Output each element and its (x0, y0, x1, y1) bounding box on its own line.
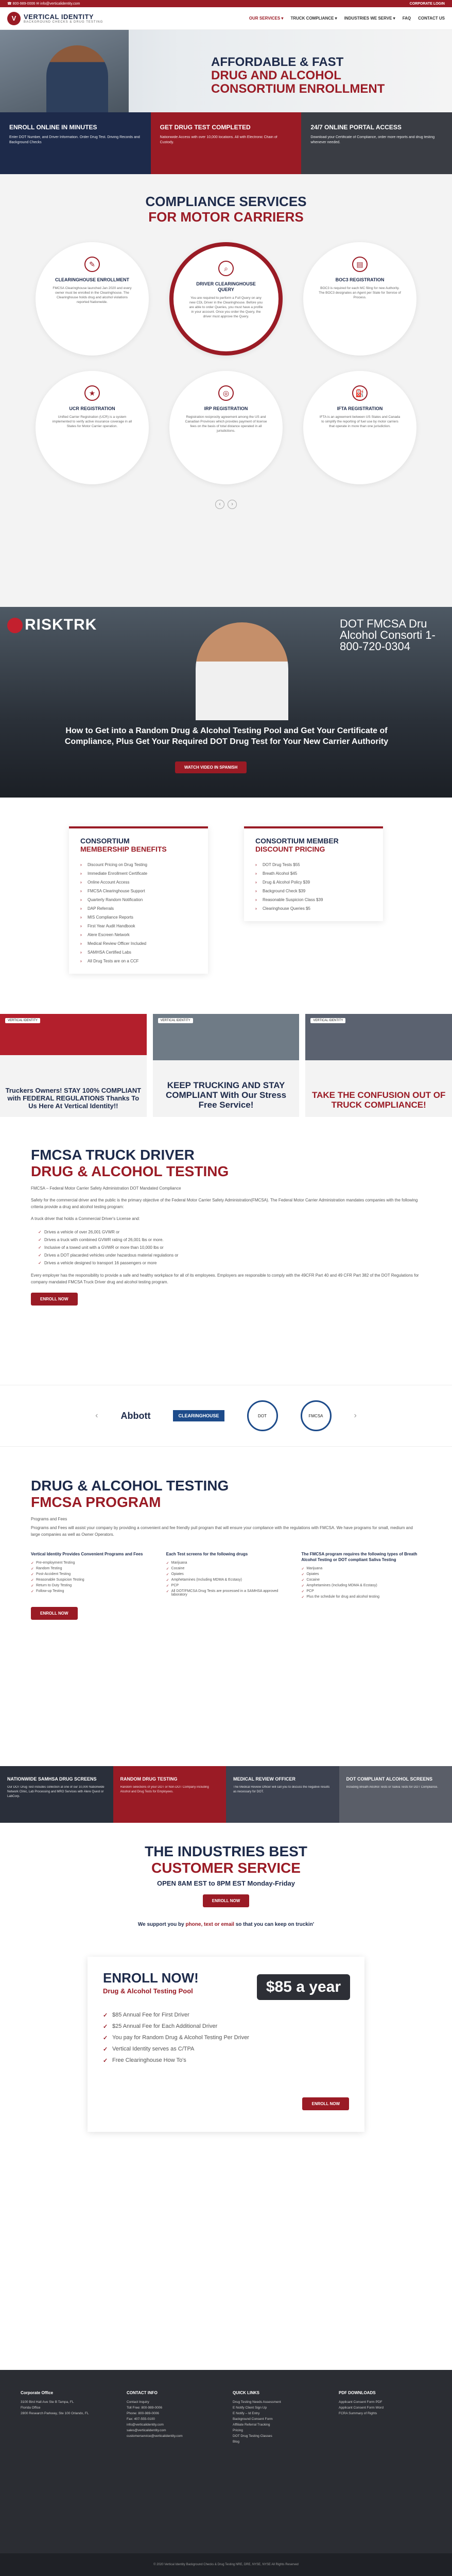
enroll-now-button[interactable]: ENROLL NOW (31, 1293, 78, 1306)
enroll-now-button[interactable]: ENROLL NOW (31, 1607, 78, 1620)
service-ifta[interactable]: ⛽ IFTA REGISTRATION IFTA is an agreement between US States and Canada to simplify the reporting of fuel use by motor carriers that operate in more than one jurisdiction. (303, 371, 416, 484)
list-item: › Breath Alcohol $45 (255, 869, 372, 878)
strip-mro[interactable]: MEDICAL REVIEW OFFICER The Medical Review Officer will call you to discuss the negative results as necessary for DOT. (226, 1766, 339, 1823)
list-item: › First Year Audit Handbook (80, 922, 197, 930)
discount-pricing-card: CONSORTIUM MEMBER DISCOUNT PRICING › DOT Drug Tests $55 › Breath Alcohol $45 › Drug & Alcohol Policy $39 › Background Check $39 › Reasonable Suspicion Class $39 › Clearinghouse Queries $5 (244, 826, 383, 921)
program-paragraph: Programs and Fees will assist your company by providing a convenient and fee friendly pull program that will ensure your compliance with the regulations with FMCSA. We have programs for small, medium and large companies as well as Owner Operators. (31, 1526, 413, 1537)
feature-enroll: ENROLL ONLINE IN MINUTES Enter DOT Number, and Driver Information. Order Drug Test. Driving Records and Background Checks (0, 112, 151, 174)
list-item: ✓ Inclusive of a towed unit with a GVWR or more than 10,000 lbs or (44, 1244, 421, 1251)
promo-banners (0, 1014, 452, 1117)
list-item: › DOT Drug Tests $55 (255, 860, 372, 869)
nav-contact[interactable]: CONTACT US (418, 16, 445, 21)
list-item: › Reasonable Suspicion Class $39 (255, 895, 372, 904)
footer (0, 2370, 452, 2576)
footer-quick-links: QUICK LINKS Drug Testing Needs Assessment E Notify Client Sign Up E Notify – Id Entry Background Consent Form Affiliate Referral Tracking Pricing DOT Drug Testing Classes Blog (233, 2391, 281, 2444)
list-item: › Drug & Alcohol Policy $39 (255, 878, 372, 887)
logo-subtitle: BACKGROUND CHECKS & DRUG TESTING (24, 21, 103, 24)
enroll-card (88, 1957, 364, 2132)
fmcsa-program (0, 1447, 452, 1766)
service-clearinghouse-enrollment[interactable]: ✎ CLEARINGHOUSE ENROLLMENT FMCSA Clearinghouse launched Jan 2020 and every owner must be enrolled in the Clearinghouse. The Clearinghouse holds drug and alcohol violations reported Nationwide. (36, 242, 149, 355)
list-item: › All Drug Tests are on a CCF (80, 957, 197, 965)
video-title: How to Get into a Random Drug & Alcohol Testing Pool and Get Your Certificate of Compliance, Plus Get Your Required DOT Drug Test for Your New Carrier Authority (64, 726, 389, 746)
strip-samhsa[interactable]: NATIONWIDE SAMHSA DRUG SCREENS Our DOT Drug Test includes collection at one of our 10,000 Nationwide Network Clinic, Lab Processing and MRO Services with Alere Quest or LabCorp. (0, 1766, 113, 1823)
hero-title: AFFORDABLE & FAST DRUG AND ALCOHOL CONSORTIUM ENROLLMENT (211, 55, 385, 96)
logo-mark-icon: V (7, 12, 21, 25)
promo-banner-keep-trucking[interactable]: VERTICAL IDENTITY KEEP TRUCKING AND STAY COMPLIANT With Our Stress Free Service! (153, 1014, 300, 1117)
list-item: › Alere Escreen Network (80, 930, 197, 939)
clearinghouse-logo: CLEARINGHOUSE (173, 1410, 224, 1421)
best-title: THE INDUSTRIES BEST CUSTOMER SERVICE (145, 1843, 307, 1876)
list-item: › MIS Compliance Reports (80, 913, 197, 922)
clipboard-icon: ✎ (84, 257, 100, 272)
footer-offices: Corporate Office 3100 Bird Hall Ave Ste B Tampa, FL Florida Office 2800 Research Parkway, Ste 100 Orlando, FL (21, 2391, 89, 2415)
compliance-services (0, 174, 452, 607)
list-item: ✓ You pay for Random Drug & Alcohol Testing Per Driver (103, 2032, 349, 2043)
truck-title: FMCSA TRUCK DRIVER DRUG & ALCOHOL TESTING (31, 1147, 229, 1179)
footer-contact: CONTACT INFO Contact Inquiry Toll Free: 800-989-0006 Phone: 800-989-0006 Fax: 407-555-0100 info@verticalidentity.com sales@verticalidentity.com customerservice@verticalidentity.com (127, 2391, 183, 2438)
service-clearinghouse-query[interactable]: ⌕ DRIVER CLEARINGHOUSE QUERY You are required to perform a Full Query on any new CDL Driver in the Clearinghouse. Before you are able to order Queries, you must have a profile in your account. Once you order the Query, the driver must approve the Query. (169, 242, 283, 355)
strip-alcohol[interactable]: DOT COMPLIANT ALCOHOL SCREENS Including Breath Alcohol Tests or Saliva Tests for DOT Compliance. (339, 1766, 452, 1823)
enroll-subtitle: Drug & Alcohol Testing Pool (103, 1987, 193, 1995)
list-item: ✓ Free Clearinghouse How To's (103, 2055, 349, 2066)
list-item: ✓ $25 Annual Fee for Each Additional Driver (103, 2021, 349, 2032)
list-item: ✓ Drives a DOT placarded vehicles under hazardous material regulations or (44, 1251, 421, 1259)
search-icon: ⌕ (218, 261, 234, 276)
customer-service (0, 1823, 452, 1957)
list-item: › SAMHSA Certified Labs (80, 948, 197, 957)
hero-driver-image (46, 45, 108, 112)
compliance-title: COMPLIANCE SERVICES FOR MOTOR CARRIERS (145, 194, 307, 225)
footer-downloads: PDF DOWNLOADS Applicant Consent Form PDF Applicant Consent Form Word FCRA Summary of Rights (339, 2391, 384, 2415)
list-item: › FMCSA Clearinghouse Support (80, 887, 197, 895)
office-hours: OPEN 8AM EST to 8PM EST Monday-Friday (157, 1879, 295, 1887)
carousel-next-button[interactable]: › (228, 500, 237, 509)
list-item: ✓ Vertical Identity serves as C/TPA (103, 2043, 349, 2055)
partners-next-icon[interactable]: › (354, 1411, 357, 1420)
enroll-title: ENROLL NOW! (103, 1970, 199, 1986)
partners-prev-icon[interactable]: ‹ (95, 1411, 98, 1420)
fuel-icon: ⛽ (352, 385, 368, 401)
list-item: ✓ $85 Annual Fee for First Driver (103, 2009, 349, 2021)
fmcsa-seal-logo: FMCSA (301, 1400, 332, 1431)
truck-paragraph: Every employer has the responsibility to provide a safe and healthy workplace for all of its employees. Employers are responsible to comply with the 49CFR Part 40 and 49 CFR Part 382 of the DOT Regulations for company mandated FMCSA Truck Driver drug and alcohol testing program. (31, 1273, 419, 1284)
service-irp[interactable]: ◎ IRP REGISTRATION Registration reciprocity agreement among the US and Canadian Provinces which provides payment of license fees on the basis of total distance operated in all jurisdictions. (169, 371, 283, 484)
membership-benefits-card: CONSORTIUM MEMBERSHIP BENEFITS › Discount Pricing on Drug Testing › Immediate Enrollment Certificate › Online Account Access › FMCSA Clearinghouse Support › Quarterly Random Notification › DAP Referrals › MIS Compliance Reports › First Year Audit Handbook › Alere Escreen Network › Medical Review Officer Included › SAMHSA Certified Labs › All Drug Tests are on a CCF (69, 826, 208, 974)
service-boc3[interactable]: ▤ BOC3 REGISTRATION BOC3 is required for each MC filing for new Authority. The BOC3 designates an Agent per State for Service of Process. (303, 242, 416, 355)
truck-paragraph: Safety for the commercial driver and the public is the primary objective of the Federal Motor Carrier Safety Administration(FMCSA). The Federal Motor Carrier Administration mandates companies with the following criteria provide a drug and alcohol testing program: (31, 1198, 418, 1209)
truck-driver-testing (0, 1117, 452, 1385)
support-text: We support you by phone, text or email so that you can keep on truckin' (137, 1922, 315, 1927)
truck-paragraph: A truck driver that holds a Commercial Driver's License and: (31, 1216, 140, 1221)
promo-banner-confusion[interactable]: VERTICAL IDENTITY TAKE THE CONFUSION OUT OF TRUCK COMPLIANCE! (305, 1014, 452, 1117)
list-item: ✓ Drives a vehicle of over 26,001 GVWR or (44, 1228, 421, 1236)
carousel-prev-button[interactable]: ‹ (215, 500, 224, 509)
program-title: DRUG & ALCOHOL TESTING FMCSA PROGRAM (31, 1478, 229, 1510)
feature-boxes (0, 112, 452, 174)
pricing-section (0, 798, 452, 1014)
program-col-drugs: Each Test screens for the following drugs ✓ Marijuana ✓ Cocaine ✓ Opiates ✓ Amphetamines (Including MDMA & Ecstasy) ✓ PCP ✓ All DOT/FMCSA Drug Tests are processed in a SAMHSA approved laboratory (166, 1551, 286, 1600)
abbott-logo: Abbott (120, 1410, 151, 1421)
program-col-requirements: The FMCSA program requires the following types of Breath Alcohol Testing or DOT compliant Saliva Testing ✓ Marijuana ✓ Opiates ✓ Cocaine ✓ Amphetamines (Including MDMA & Ecstasy) ✓ PCP ✓ Plus the schedule for drug and alcohol testing (301, 1551, 421, 1600)
video-brand: RISKTRK (7, 616, 97, 634)
top-bar (0, 0, 452, 7)
logo[interactable] (7, 12, 103, 25)
copyright: © 2020 Vertical Identity Background Checks & Drug Testing NRE, DRE, NYSE, NYSE All Rights Reserved (0, 2553, 452, 2576)
list-item: › Medical Review Officer Included (80, 939, 197, 948)
contact-info: ☎ 800-989-0006 ✉ info@verticalidentity.com (7, 2, 80, 6)
price-badge: $85 a year (257, 1974, 350, 2000)
video-side-text: DOT FMCSA Dru Alcohol Consorti 1-800-720-0304 (340, 617, 436, 653)
service-strips (0, 1766, 452, 1823)
globe-icon: ◎ (218, 385, 234, 401)
service-ucr[interactable]: ★ UCR REGISTRATION Unified Carrier Registration (UCR) is a system implemented to verify active insurance coverage in all States for Motor Carrier operation. (36, 371, 149, 484)
list-item: ✓ Drives a vehicle designed to transport 16 passengers or more (44, 1259, 421, 1267)
corporate-login-link[interactable]: CORPORATE LOGIN (409, 2, 445, 6)
promo-banner-compliant[interactable]: VERTICAL IDENTITY Truckers Owners! STAY 100% COMPLIANT with FEDERAL REGULATIONS Thanks To Us Here At Vertical Identity!! (0, 1014, 147, 1117)
list-item: › DAP Referrals (80, 904, 197, 913)
list-item: › Immediate Enrollment Certificate (80, 869, 197, 878)
nav-truck-compliance[interactable]: TRUCK COMPLIANCE ▾ (290, 16, 337, 21)
watch-spanish-button[interactable]: WATCH VIDEO IN SPANISH (175, 761, 247, 773)
list-item: › Quarterly Random Notification (80, 895, 197, 904)
partner-logos (0, 1385, 452, 1447)
nav-our-services[interactable]: OUR SERVICES ▾ (249, 16, 284, 21)
feature-portal: 24/7 ONLINE PORTAL ACCESS Download your Certificate of Compliance, order more reports and drug testing whenever needed. (301, 112, 452, 174)
main-nav (0, 7, 452, 30)
list-item: ✓ Drives a truck with combined GVWR rating of 26,001 lbs or more. (44, 1236, 421, 1244)
list-item: › Background Check $39 (255, 887, 372, 895)
video-section[interactable] (0, 607, 452, 798)
strip-random-testing[interactable]: RANDOM DRUG TESTING Random selections of your DOT or Non-DOT Company including Alcohol and Drug Tests for Employees. (113, 1766, 227, 1823)
program-col-convenient: Vertical Identity Provides Convenient Programs and Fees ✓ Pre-employment Testing ✓ Random Testing ✓ Post-Accident Testing ✓ Reasonable Suspicion Testing ✓ Return to Duty Testing ✓ Follow-up Testing (31, 1551, 151, 1600)
enroll-now-button[interactable]: ENROLL NOW (203, 1894, 250, 1907)
hero (0, 30, 452, 112)
truck-paragraph: FMCSA – Federal Motor Carrier Safety Administration DOT Mandated Compliance (31, 1186, 181, 1191)
document-icon: ▤ (352, 257, 368, 272)
list-item: › Discount Pricing on Drug Testing (80, 860, 197, 869)
nav-industries[interactable]: INDUSTRIES WE SERVE ▾ (344, 16, 395, 21)
badge-icon: ★ (84, 385, 100, 401)
dot-seal-logo: DOT (247, 1400, 278, 1431)
video-presenter-image (196, 622, 288, 720)
enroll-now-button[interactable]: ENROLL NOW (302, 2097, 349, 2110)
list-item: › Clearinghouse Queries $5 (255, 904, 372, 913)
feature-drug-test: GET DRUG TEST COMPLETED Nationwide Access with over 10,000 locations. All with Electronic Chain of Custody. (151, 112, 302, 174)
logo-title: VERTICAL IDENTITY (24, 13, 94, 21)
programs-fees-label: Programs and Fees (31, 1517, 67, 1521)
nav-faq[interactable]: FAQ (402, 16, 411, 21)
list-item: › Online Account Access (80, 878, 197, 887)
